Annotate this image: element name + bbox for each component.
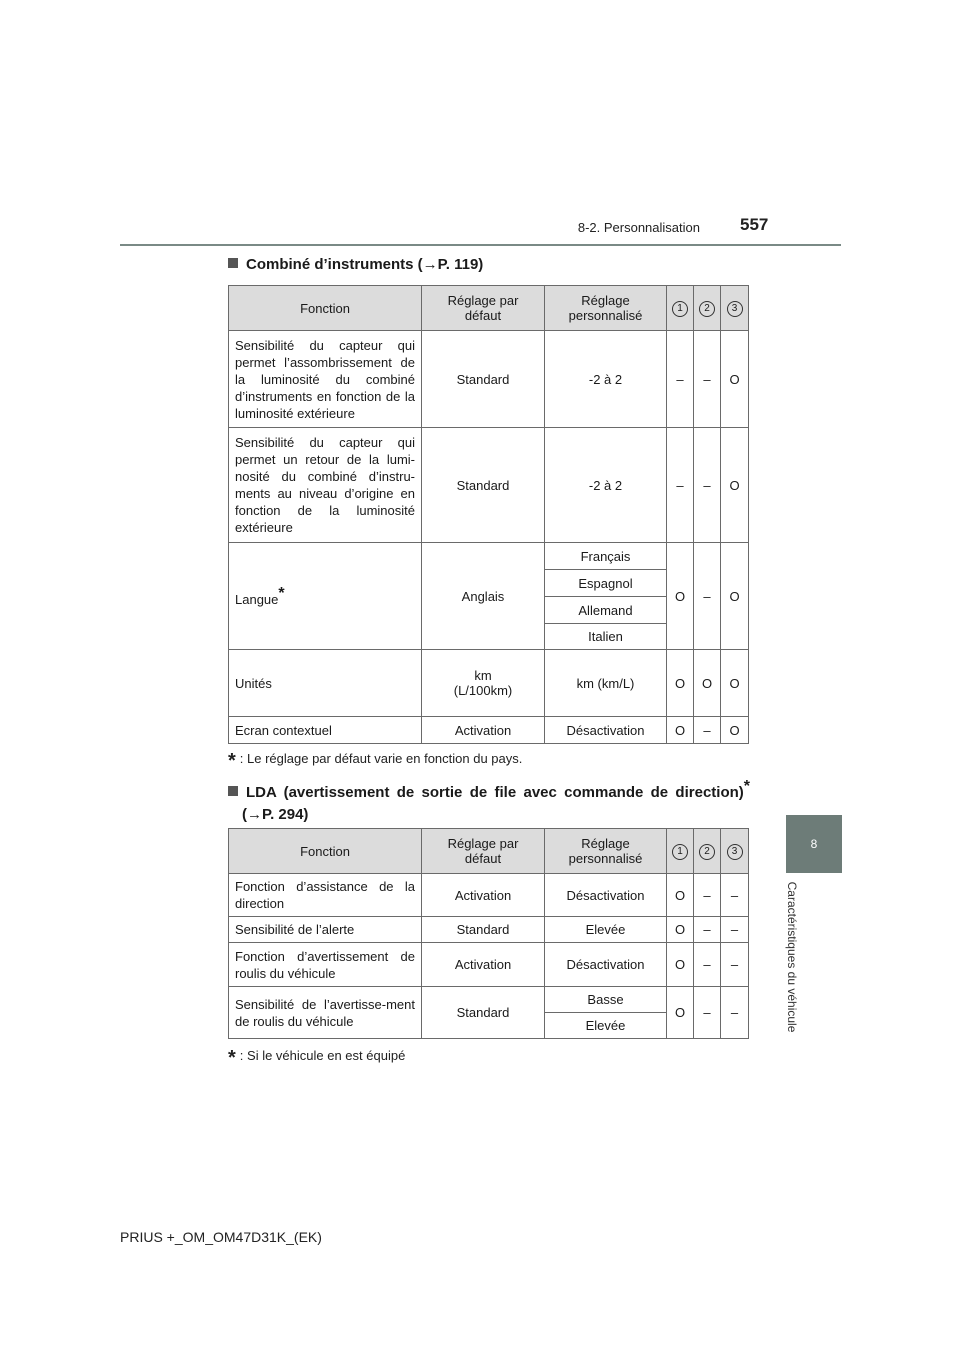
flag-cell: – [694, 717, 721, 744]
custom-cell: -2 à 2 [545, 331, 667, 428]
default-cell: Standard [422, 987, 545, 1039]
function-cell: Fonction d’avertissement de roulis du véhicule [229, 943, 422, 987]
flag-cell: – [721, 917, 749, 943]
flag-cell: – [694, 543, 721, 650]
default-cell: Activation [422, 943, 545, 987]
flag-cell: – [721, 874, 749, 917]
column-header: Réglage par défaut [422, 286, 545, 331]
circled-number-1-icon: 1 [672, 301, 688, 317]
flag-cell: – [694, 943, 721, 987]
table-row [229, 874, 749, 917]
flag-cell: – [694, 874, 721, 917]
section-title-instruments: Combiné d’instruments (→P. 119) [228, 256, 483, 273]
section-breadcrumb: 8-2. Personnalisation [577, 220, 700, 235]
flag-cell: O [667, 987, 694, 1039]
flag-cell: – [694, 428, 721, 543]
column-header [667, 286, 694, 331]
table-row [229, 650, 749, 717]
circled-number-2-icon: 2 [699, 301, 715, 317]
function-cell: Langue* [229, 543, 422, 650]
default-cell: Anglais [422, 543, 545, 650]
custom-option-cell: Allemand [545, 597, 667, 624]
flag-cell: O [667, 650, 694, 717]
function-cell: Sensibilité de l’avertisse-ment de roulis du véhicule [229, 987, 422, 1039]
flag-cell: – [721, 987, 749, 1039]
flag-cell: – [667, 331, 694, 428]
table-row [229, 331, 749, 428]
function-cell: Sensibilité de l’alerte [229, 917, 422, 943]
function-cell: Unités [229, 650, 422, 717]
flag-cell: O [721, 543, 749, 650]
custom-cell: Désactivation [545, 874, 667, 917]
column-header [667, 829, 694, 874]
flag-cell: O [667, 717, 694, 744]
table-row [229, 917, 749, 943]
custom-cell: Désactivation [545, 717, 667, 744]
asterisk-icon: * [743, 778, 750, 795]
flag-cell: O [721, 428, 749, 543]
instruments-settings-table [228, 285, 749, 744]
column-header: Réglage personnalisé [545, 829, 667, 874]
flag-cell: – [721, 943, 749, 987]
default-cell: Standard [422, 331, 545, 428]
lda-settings-table [228, 828, 749, 1039]
flag-cell: – [667, 428, 694, 543]
square-bullet-icon [228, 258, 238, 268]
flag-cell: O [721, 331, 749, 428]
table-row [229, 987, 749, 1013]
column-header [694, 829, 721, 874]
custom-cell: -2 à 2 [545, 428, 667, 543]
custom-cell: km (km/L) [545, 650, 667, 717]
column-header [694, 286, 721, 331]
table-header-row [229, 829, 749, 874]
flag-cell: O [667, 543, 694, 650]
function-cell: Sensibilité du capteur qui permet l’assombrissement de la luminosité du combiné d’instruments en fonction de la luminosité extérieure [229, 331, 422, 428]
flag-cell: – [694, 917, 721, 943]
flag-cell: O [667, 917, 694, 943]
circled-number-3-icon: 3 [727, 844, 743, 860]
custom-cell: Elevée [545, 917, 667, 943]
custom-option-cell: Espagnol [545, 570, 667, 597]
chapter-tab: 8 [786, 815, 842, 873]
table-row [229, 717, 749, 744]
circled-number-3-icon: 3 [727, 301, 743, 317]
document-code: PRIUS +_OM_OM47D31K_(EK) [120, 1229, 322, 1245]
default-cell: Activation [422, 874, 545, 917]
function-cell: Fonction d’assistance de la direction [229, 874, 422, 917]
circled-number-2-icon: 2 [699, 844, 715, 860]
custom-option-cell: Elevée [545, 1013, 667, 1039]
column-header [721, 286, 749, 331]
column-header: Réglage personnalisé [545, 286, 667, 331]
chapter-title: Caractéristiques du véhicule [785, 881, 799, 1033]
table-row [229, 428, 749, 543]
flag-cell: O [667, 943, 694, 987]
default-cell: Standard [422, 428, 545, 543]
custom-option-cell: Italien [545, 624, 667, 650]
footnote-lda: * : Si le véhicule en est équipé [228, 1047, 406, 1069]
column-header [721, 829, 749, 874]
page-number: 557 [740, 215, 769, 234]
default-cell: Standard [422, 917, 545, 943]
section-title-lda: LDA (avertissement de sortie de file avec commande de direction)* (→P. 294) [228, 776, 750, 826]
custom-option-cell: Français [545, 543, 667, 570]
flag-cell: O [721, 717, 749, 744]
default-cell: Activation [422, 717, 545, 744]
flag-cell: – [694, 987, 721, 1039]
header-divider [120, 244, 841, 246]
column-header: Fonction [229, 829, 422, 874]
column-header: Réglage par défaut [422, 829, 545, 874]
flag-cell: – [694, 331, 721, 428]
footnote-instruments: * : Le réglage par défaut varie en fonction du pays. [228, 750, 523, 772]
asterisk-icon: * [278, 585, 285, 602]
flag-cell: O [667, 874, 694, 917]
asterisk-icon: * [228, 750, 236, 772]
asterisk-icon: * [228, 1047, 236, 1069]
function-cell: Ecran contextuel [229, 717, 422, 744]
table-header-row [229, 286, 749, 331]
default-cell: km (L/100km) [422, 650, 545, 717]
custom-option-cell: Basse [545, 987, 667, 1013]
column-header: Fonction [229, 286, 422, 331]
custom-cell: Désactivation [545, 943, 667, 987]
circled-number-1-icon: 1 [672, 844, 688, 860]
function-cell: Sensibilité du capteur qui permet un retour de la lumi-nosité du combiné d’instru-ments au niveau d’origine en fonction de la luminosité extérieure [229, 428, 422, 543]
table-row [229, 943, 749, 987]
flag-cell: O [694, 650, 721, 717]
flag-cell: O [721, 650, 749, 717]
square-bullet-icon [228, 786, 238, 796]
table-row [229, 543, 749, 570]
